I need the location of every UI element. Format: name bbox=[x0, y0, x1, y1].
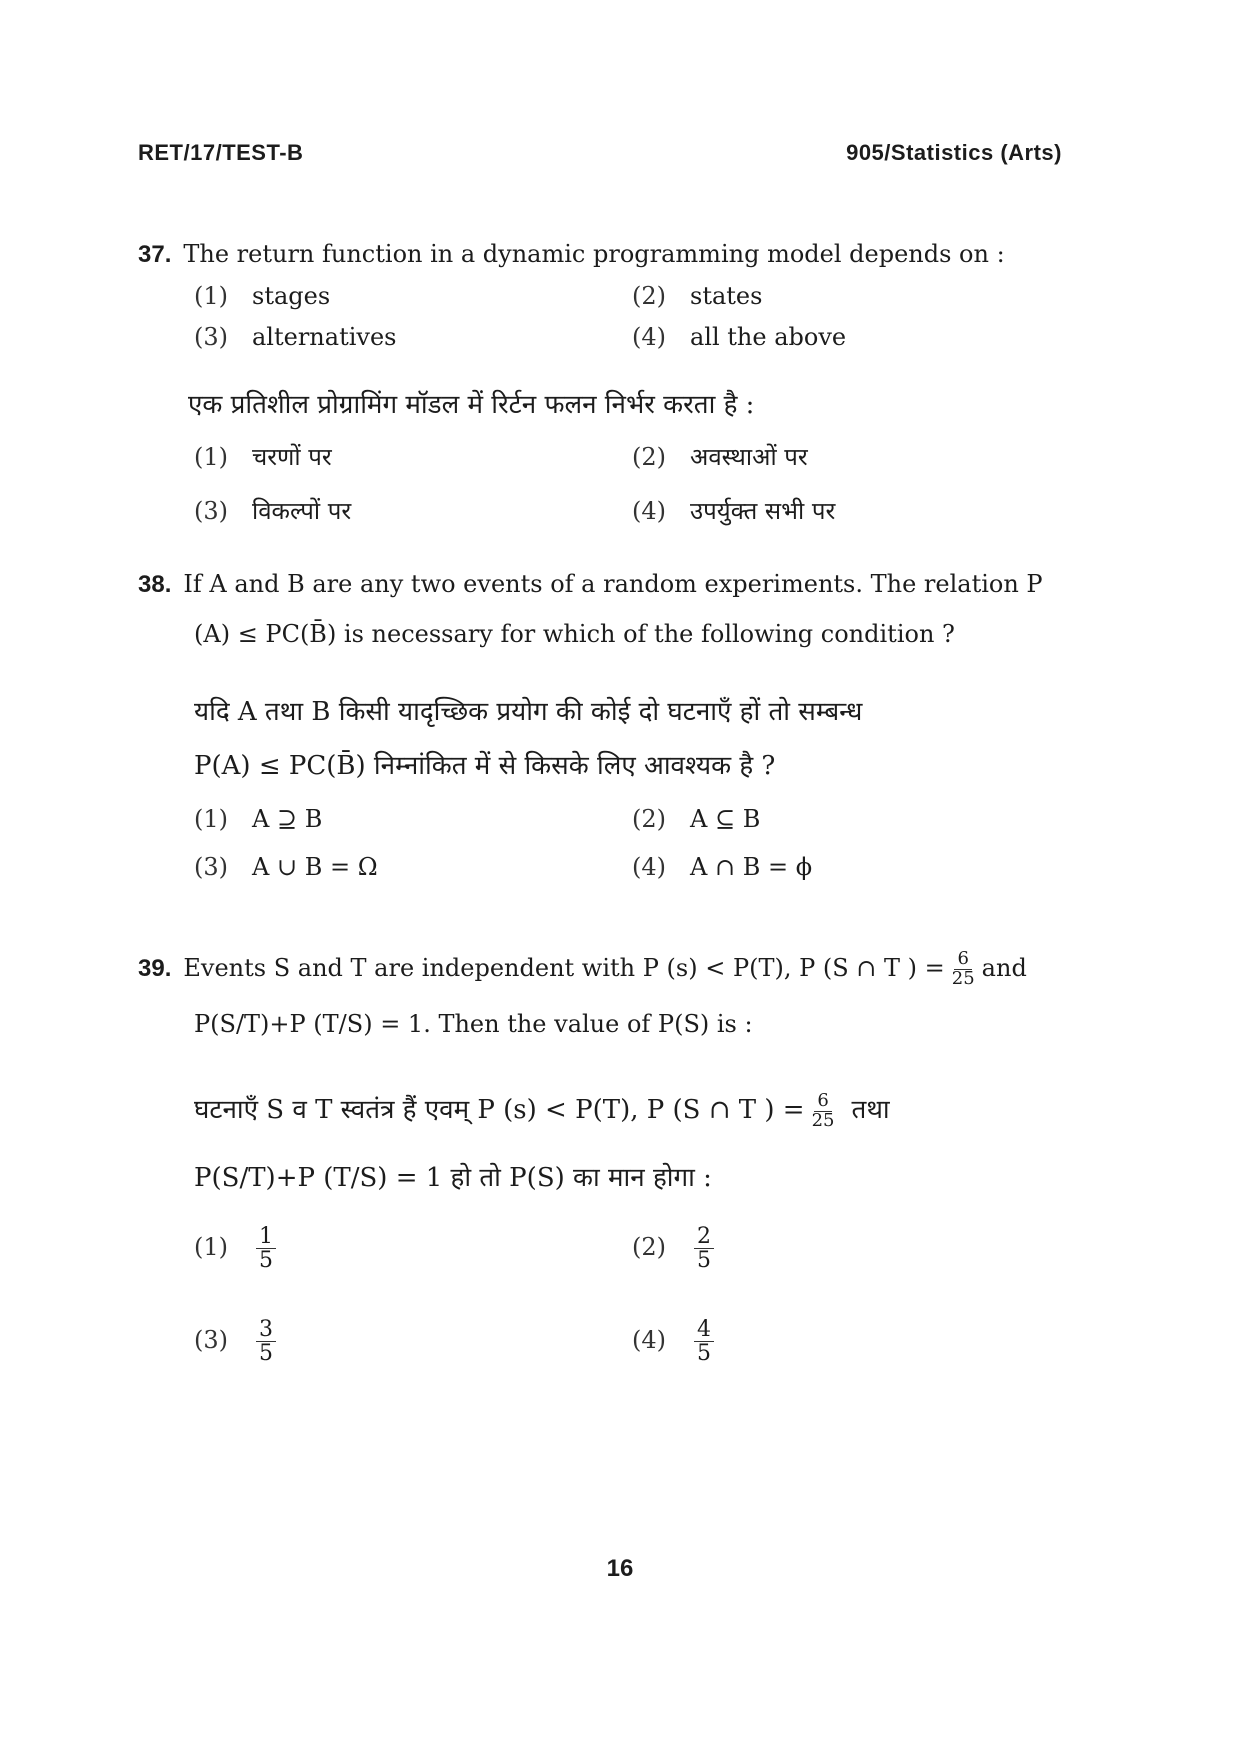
question-number: 39. bbox=[138, 954, 172, 982]
option: (1) $\frac{1}{5}$ bbox=[194, 1225, 280, 1272]
question-39-en-line1: 39. Events S and T are independent with P (s) < P(T), P (S ∩ T ) = $\frac{6}{25}$ and bbox=[138, 948, 1027, 989]
option: (2) अवस्थाओं पर bbox=[632, 443, 808, 471]
page-number: 16 bbox=[606, 1555, 634, 1582]
fraction: $\frac{6}{25}$ bbox=[951, 948, 975, 989]
option: (2) states bbox=[632, 282, 763, 310]
option: (2) $\frac{2}{5}$ bbox=[632, 1225, 718, 1272]
option: (1) चरणों पर bbox=[194, 443, 332, 471]
option: (3) विकल्पों पर bbox=[194, 497, 352, 525]
question-38-hi-line2: P(A) ≤ PC(B̄) निम्नांकित में से किसके लिए आवश्यक है ? bbox=[194, 751, 776, 781]
option: (4) A ∩ B = ϕ bbox=[632, 853, 813, 881]
option: (2) A ⊆ B bbox=[632, 805, 761, 833]
question-39-en-line2: P(S/T)+P (T/S) = 1. Then the value of P(S) is : bbox=[194, 1010, 753, 1038]
header-subject: 905/Statistics (Arts) bbox=[846, 140, 1062, 165]
option: (3) $\frac{3}{5}$ bbox=[194, 1318, 280, 1365]
option: (4) उपर्युक्त सभी पर bbox=[632, 497, 836, 525]
option: (4) $\frac{4}{5}$ bbox=[632, 1318, 718, 1365]
option: (1) stages bbox=[194, 282, 331, 310]
question-37-hi-text: एक प्रतिशील प्रोग्रामिंग मॉडल में रिर्टन फलन निर्भर करता है : bbox=[188, 390, 755, 420]
question-38-en-line1: 38. If A and B are any two events of a random experiments. The relation P bbox=[138, 570, 1043, 598]
question-38-hi-line1: यदि A तथा B किसी यादृच्छिक प्रयोग की कोई दो घटनाएँ हों तो सम्बन्ध bbox=[194, 697, 863, 727]
question-38-en-line2: (A) ≤ PC(B̄) is necessary for which of the following condition ? bbox=[194, 620, 955, 648]
question-number: 38. bbox=[138, 571, 172, 598]
question-number: 37. bbox=[138, 241, 172, 268]
question-39-hi-line2: P(S/T)+P (T/S) = 1 हो तो P(S) का मान होगा : bbox=[194, 1163, 712, 1193]
header-exam-code: RET/17/TEST-B bbox=[138, 140, 304, 165]
question-37-en-text: 37. The return function in a dynamic programming model depends on : bbox=[138, 240, 1005, 268]
option: (1) A ⊇ B bbox=[194, 805, 323, 833]
option: (4) all the above bbox=[632, 323, 847, 351]
option: (3) A ∪ B = Ω bbox=[194, 853, 378, 881]
fraction: $\frac{6}{25}$ bbox=[811, 1089, 835, 1131]
option: (3) alternatives bbox=[194, 323, 397, 351]
question-39-hi-line1: घटनाएँ S व T स्वतंत्र हैं एवम् P (s) < P(T), P (S ∩ T ) = $\frac{6}{25}$ तथा bbox=[194, 1089, 890, 1131]
